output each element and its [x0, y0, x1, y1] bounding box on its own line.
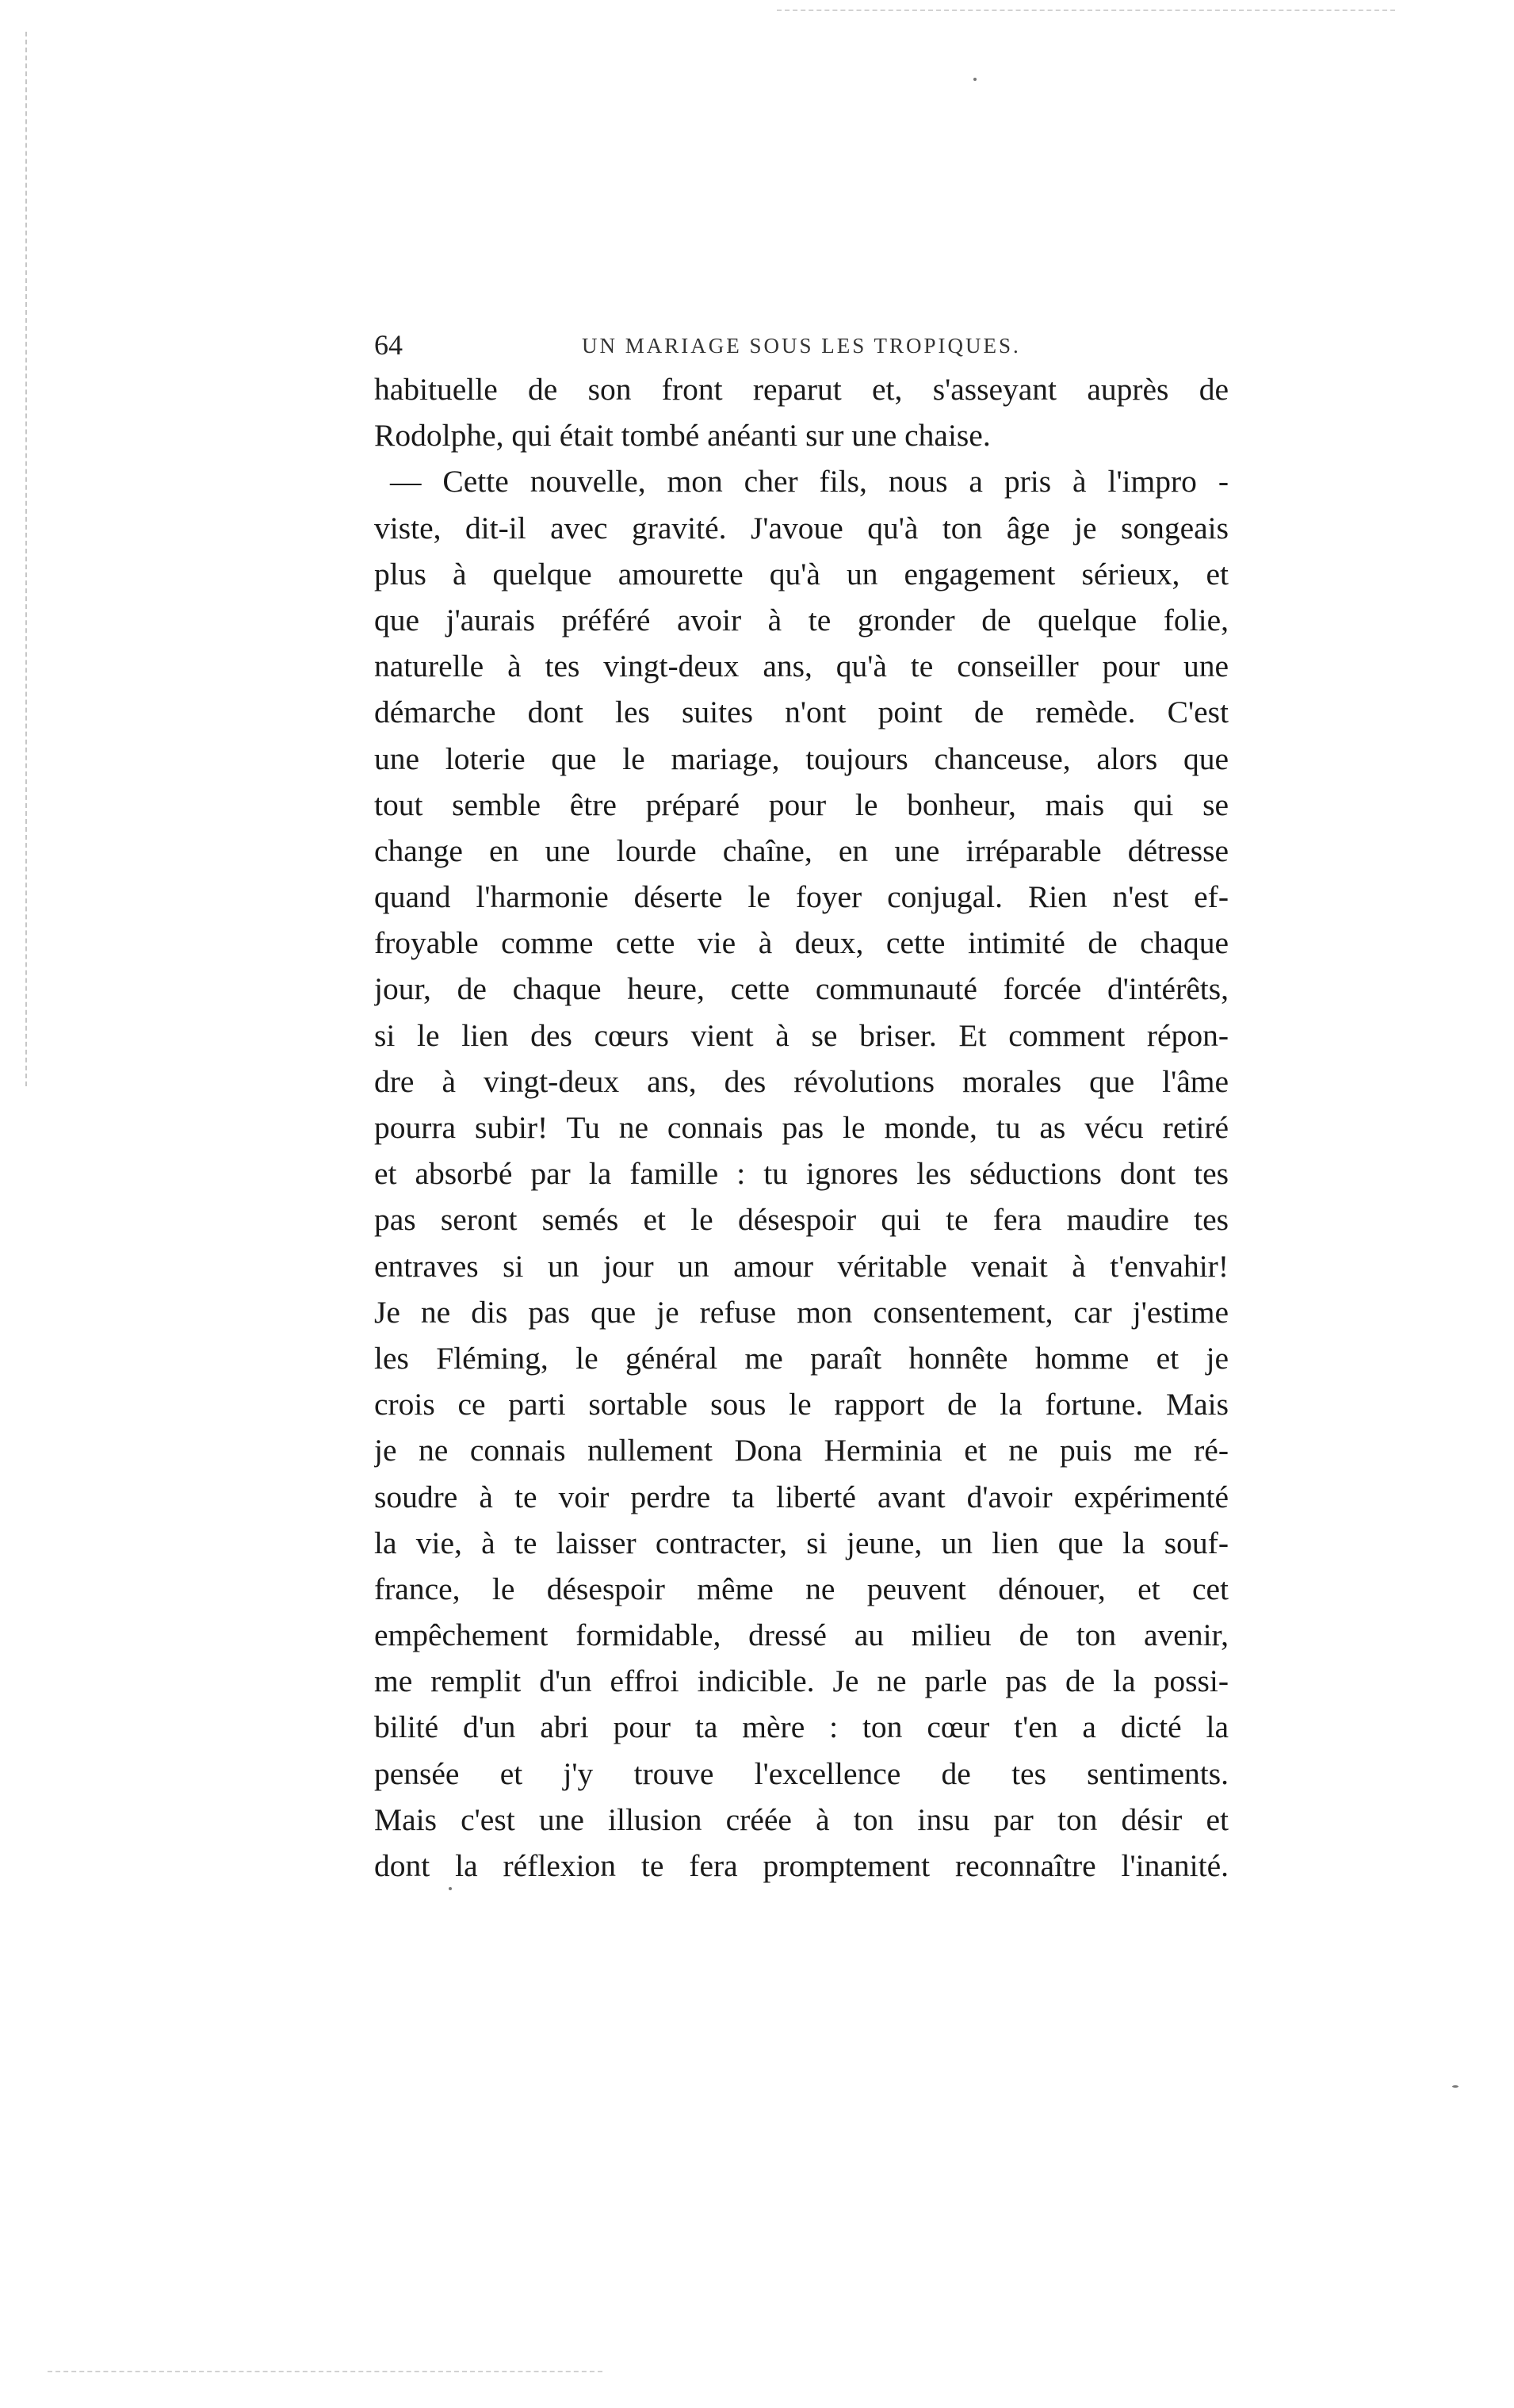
- text-line: me remplit d'un effroi indicible. Je ne parle pas de la possi-: [374, 1663, 1229, 1699]
- text-line: habituelle de son front reparut et, s'asseyant auprès de: [374, 372, 1229, 407]
- scan-bottom-artifact: [48, 2371, 602, 2372]
- text-line: soudre à te voir perdre ta liberté avant d'avoir expérimenté: [374, 1479, 1229, 1514]
- text-line: bilité d'un abri pour ta mère : ton cœur t'en a dicté la: [374, 1709, 1229, 1745]
- text-line: viste, dit-il avec gravité. J'avoue qu'à ton âge je songeais: [374, 510, 1229, 546]
- text-line: pensée et j'y trouve l'excellence de tes sentiments.: [374, 1755, 1229, 1791]
- scan-edge-artifact: [25, 32, 27, 1086]
- text-line: et absorbé par la famille : tu ignores les séductions dont tes: [374, 1156, 1229, 1192]
- text-line: — Cette nouvelle, mon cher fils, nous a pris à l'impro -: [390, 464, 1229, 500]
- text-line: Je ne dis pas que je refuse mon consentement, car j'estime: [374, 1294, 1229, 1330]
- scan-speck: [973, 78, 977, 81]
- page-number: 64: [374, 329, 403, 361]
- text-line: change en une lourde chaîne, en une irréparable détresse: [374, 833, 1229, 868]
- text-line: les Fléming, le général me paraît honnête homme et je: [374, 1340, 1229, 1376]
- text-line: démarche dont les suites n'ont point de remède. C'est: [374, 695, 1229, 730]
- text-line: si le lien des cœurs vient à se briser. Et comment répon-: [374, 1017, 1229, 1053]
- text-line: tout semble être préparé pour le bonheur, mais qui se: [374, 787, 1229, 822]
- text-line: crois ce parti sortable sous le rapport de la fortune. Mais: [374, 1387, 1229, 1422]
- text-line: pas seront semés et le désespoir qui te fera maudire tes: [374, 1202, 1229, 1238]
- text-line: dont la réflexion te fera promptement reconnaître l'inanité.: [374, 1848, 1229, 1883]
- text-line: jour, de chaque heure, cette communauté forcée d'intérêts,: [374, 971, 1229, 1007]
- running-title: UN MARIAGE SOUS LES TROPIQUES.: [582, 334, 1021, 358]
- text-line: quand l'harmonie déserte le foyer conjugal. Rien n'est ef-: [374, 879, 1229, 915]
- text-line: naturelle à tes vingt-deux ans, qu'à te conseiller pour une: [374, 649, 1229, 684]
- body-text: [374, 366, 1229, 1889]
- scan-top-artifact: [777, 10, 1395, 11]
- text-line: Mais c'est une illusion créée à ton insu par ton désir et: [374, 1801, 1229, 1837]
- text-line: france, le désespoir même ne peuvent dénouer, et cet: [374, 1571, 1229, 1606]
- text-line: plus à quelque amourette qu'à un engagement sérieux, et: [374, 556, 1229, 591]
- text-line: entraves si un jour un amour véritable venait à t'envahir!: [374, 1248, 1229, 1284]
- text-line: je ne connais nullement Dona Herminia et ne puis me ré-: [374, 1433, 1229, 1468]
- text-line: empêchement formidable, dressé au milieu de ton avenir,: [374, 1617, 1229, 1653]
- text-line: froyable comme cette vie à deux, cette intimité de chaque: [374, 925, 1229, 961]
- text-line: Rodolphe, qui était tombé anéanti sur une chaise.: [374, 418, 991, 454]
- running-head: [374, 327, 1230, 363]
- text-line: pourra subir! Tu ne connais pas le monde, tu as vécu retiré: [374, 1110, 1229, 1145]
- text-line: la vie, à te laisser contracter, si jeune, un lien que la souf-: [374, 1525, 1229, 1560]
- text-line: une loterie que le mariage, toujours chanceuse, alors que: [374, 741, 1229, 776]
- text-line: que j'aurais préféré avoir à te gronder de quelque folie,: [374, 602, 1229, 637]
- scan-speck: [1452, 2085, 1459, 2088]
- text-line: dre à vingt-deux ans, des révolutions morales que l'âme: [374, 1063, 1229, 1099]
